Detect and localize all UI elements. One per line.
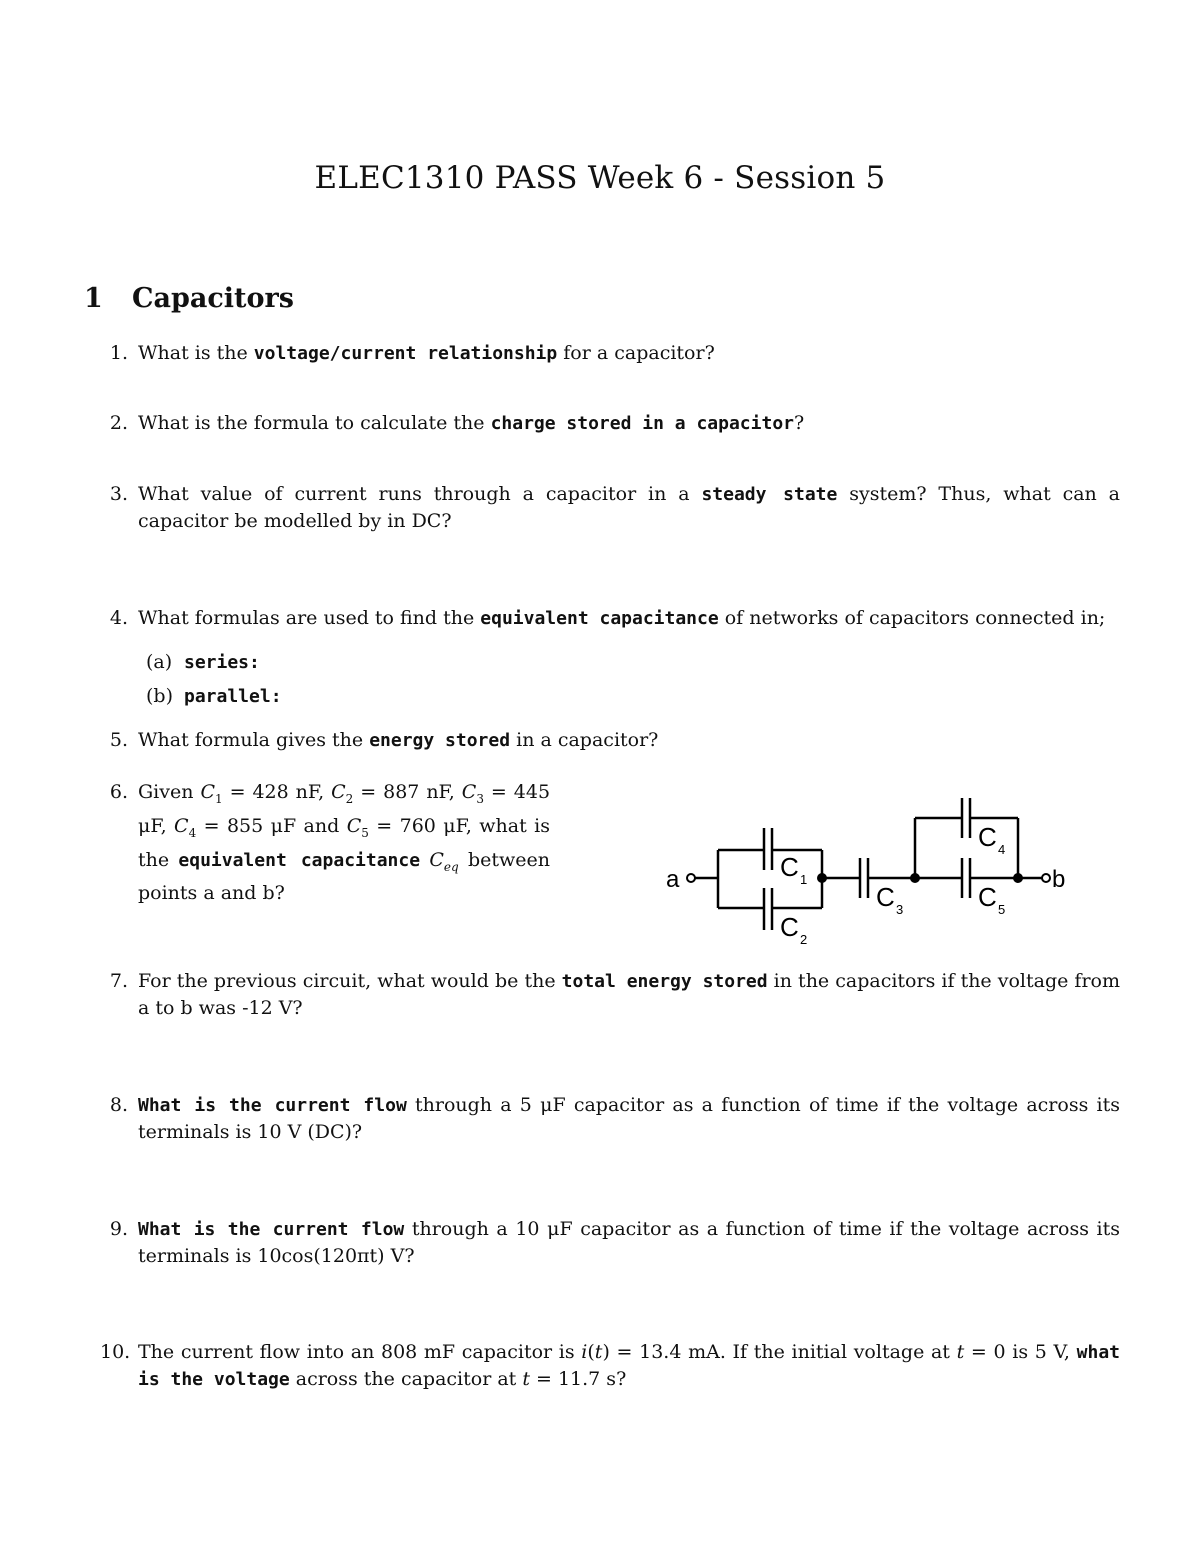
junction-dot (817, 873, 827, 883)
question-2: 2. What is the formula to calculate the charge stored in a capacitor? (100, 410, 1120, 437)
question-number: 5. (109, 729, 128, 751)
question-number: 1. (109, 342, 128, 364)
junction-dot (910, 873, 920, 883)
question-number: 8. (109, 1094, 128, 1116)
question-6: 6. Given $C_1 = 428$ nF, $C_2 = 887$ nF, $C_3 = 445$ μF, $C_4 = 855$ μF and $C_5 = 760$ μF, what is the equivalent capacitance $C_{eq}$ between points a and b? (100, 779, 550, 907)
section-heading (84, 283, 294, 314)
question-number: 9. (109, 1218, 128, 1240)
keyword: equivalent capacitance (178, 849, 421, 871)
keyword: What is the current flow (138, 1095, 407, 1116)
question-number: 7. (109, 970, 128, 992)
label-c1: C (780, 852, 799, 882)
svg-text:2: 2 (800, 932, 808, 947)
keyword: energy stored (369, 730, 511, 751)
question-9: 9. What is the current flow through a 10 μF capacitor as a function of time if the voltage across its terminals is 10cos(120πt) V? (100, 1216, 1120, 1270)
question-4b: (b) parallel: (146, 685, 282, 707)
label-a: a (666, 866, 680, 893)
question-number: 4. (109, 607, 128, 629)
svg-text:1: 1 (800, 872, 808, 887)
section-number: 1 (84, 283, 103, 314)
question-3: 3. What value of current runs through a capacitor in a steady state system? Thus, what can a capacitor be modelled by in DC? (100, 481, 1120, 535)
svg-text:3: 3 (896, 902, 904, 917)
keyword: what is the voltage (138, 1342, 1121, 1390)
keyword: voltage/current relationship (253, 343, 558, 364)
question-8: 8. What is the current flow through a 5 μF capacitor as a function of time if the voltage across its terminals is 10 V (DC)? (100, 1092, 1120, 1146)
label-c3: C (876, 882, 895, 912)
svg-text:5: 5 (998, 902, 1006, 917)
question-4: 4. What formulas are used to find the equivalent capacitance of networks of capacitors connected in; (100, 605, 1120, 632)
question-5: 5. What formula gives the energy stored in a capacitor? (100, 727, 1120, 754)
keyword: What is the current flow (138, 1219, 405, 1240)
question-number: 6. (109, 781, 128, 803)
keyword: equivalent capacitance (480, 608, 719, 629)
label-c2: C (780, 912, 799, 942)
svg-text:4: 4 (998, 842, 1006, 857)
question-10: 10. The current flow into an 808 mF capacitor is i(t) = 13.4 mA. If the initial voltage at t = 0 is 5 V, what is the voltage across the capacitor at t = 11.7 s? (100, 1341, 1121, 1390)
question-1: 1. What is the voltage/current relationship for a capacitor? (100, 340, 1120, 367)
junction-dot (1013, 873, 1023, 883)
keyword: total energy stored (561, 971, 768, 992)
page-title: ELEC1310 PASS Week 6 - Session 5 (314, 160, 886, 196)
question-7: 7. For the previous circuit, what would be the total energy stored in the capacitors if the voltage from a to b was -12 V? (100, 968, 1120, 1022)
terminal-b (1042, 874, 1050, 882)
label-c4: C (978, 822, 997, 852)
keyword: charge stored in a capacitor (490, 413, 794, 434)
section-title: Capacitors (132, 283, 294, 314)
terminal-a (687, 874, 695, 882)
question-4a: (a) series: (146, 651, 260, 673)
question-number: 10. (100, 1341, 131, 1363)
keyword: steady state (701, 484, 838, 505)
question-number: 2. (109, 412, 128, 434)
question-number: 3. (109, 483, 128, 505)
label-c5: C (978, 882, 997, 912)
label-b: b (1052, 866, 1066, 893)
capacitor-circuit-diagram (660, 790, 1080, 950)
